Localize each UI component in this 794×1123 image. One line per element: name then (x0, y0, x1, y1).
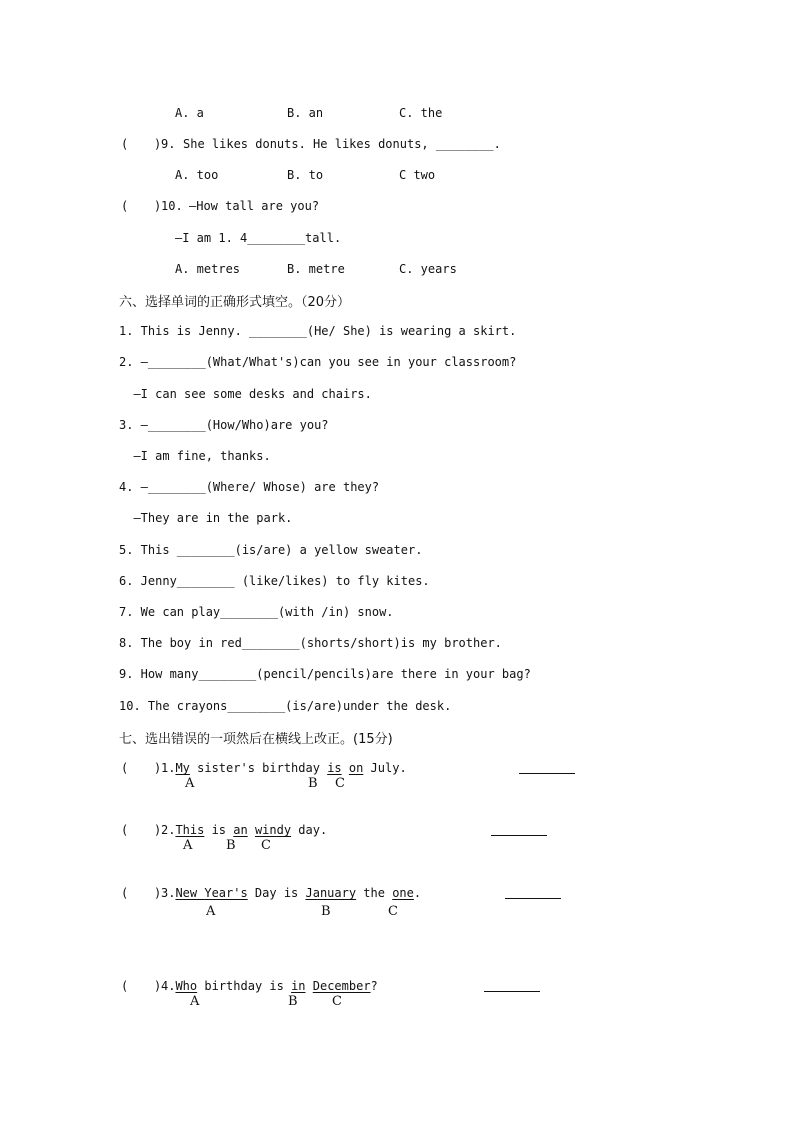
s7-q4-label-a: A (190, 994, 200, 1009)
s7-q1-label-c: C (335, 776, 345, 791)
q9-paren-close: ) (154, 137, 162, 151)
s7-q2-correction-blank[interactable] (491, 834, 547, 836)
q9-option-b: B. to (287, 168, 324, 182)
s7-q1-sentence: 1.My sister's birthday is on July. (161, 761, 407, 775)
s7-q4-paren-open: ( (121, 979, 129, 993)
q9-text: She likes donuts. He likes donuts, ________. (183, 137, 501, 151)
s7-q3-paren-open: ( (121, 886, 129, 900)
q10-paren-open: ( (121, 199, 129, 213)
s7-q4-option-b-word: in (291, 979, 306, 993)
s6-item-6: 6. Jenny________ (like/likes) to fly kites. (119, 574, 430, 588)
s7-q4-label-c: C (332, 994, 342, 1009)
q10-number: 10. (161, 199, 183, 213)
q10-option-a: A. metres (175, 262, 241, 276)
s7-q2-sentence: 2.This is an windy day. (161, 823, 328, 837)
q9-number: 9. (161, 137, 176, 151)
s6-item-8: 8. The boy in red________(shorts/short)is my brother. (119, 636, 502, 650)
s7-q1-paren-open: ( (121, 761, 129, 775)
s7-q3-label-c: C (388, 904, 398, 919)
q9-option-c: C two (399, 168, 436, 182)
s7-q2-option-a-word: This (175, 823, 205, 837)
q10-answer-line: —I am 1. 4________tall. (175, 231, 342, 245)
s7-q4-correction-blank[interactable] (484, 990, 540, 992)
s7-q1-option-a-word: My (175, 761, 190, 775)
q10-text: —How tall are you? (189, 199, 320, 213)
q9-paren-open: ( (121, 137, 129, 151)
s6-item-7: 7. We can play________(with /in) snow. (119, 605, 394, 619)
s7-q2-option-c-word: windy (254, 823, 292, 837)
s7-q3-label-b: B (321, 904, 331, 919)
q10-paren-close: ) (154, 199, 162, 213)
s6-item-3: 3. —________(How/Who)are you? (119, 418, 329, 432)
s7-q1-correction-blank[interactable] (519, 772, 575, 774)
s7-q1-label-b: B (308, 776, 318, 791)
s7-q1-paren-close: ) (154, 761, 162, 775)
s7-q3-label-a: A (206, 904, 216, 919)
q10-option-b: B. metre (287, 262, 345, 276)
s7-q3-sentence: 3.New Year's Day is January the one. (161, 886, 422, 900)
section7-title: 七、选出错误的一项然后在横线上改正。(15分) (119, 732, 393, 747)
s7-q3-paren-close: ) (154, 886, 162, 900)
s7-q1-option-c-word: on (348, 761, 364, 775)
section6-title: 六、选择单词的正确形式填空。（20分） (119, 295, 351, 310)
s7-q2-paren-close: ) (154, 823, 162, 837)
s7-q3-option-a-word: New Year's (175, 886, 248, 900)
s7-q4-paren-close: ) (154, 979, 162, 993)
q8-option-a: A. a (175, 106, 204, 120)
s7-q1-label-a: A (185, 776, 195, 791)
q9-option-a: A. too (175, 168, 219, 182)
s7-q3-correction-blank[interactable] (505, 897, 561, 899)
s6-item-10: 10. The crayons________(is/are)under the desk. (119, 699, 452, 713)
s6-item-4: 4. —________(Where/ Whose) are they? (119, 480, 380, 494)
s6-item-9: 9. How many________(pencil/pencils)are there in your bag? (119, 667, 531, 681)
s6-item-2: 2. —________(What/What's)can you see in your classroom? (119, 355, 517, 369)
s7-q2-label-c: C (261, 838, 271, 853)
s7-q4-option-a-word: Who (175, 979, 198, 993)
s7-q3-option-c-word: one (392, 886, 414, 900)
s7-q4-label-b: B (288, 994, 298, 1009)
s7-q2-paren-open: ( (121, 823, 129, 837)
s6-item-4-answer: —They are in the park. (119, 511, 293, 525)
s7-q2-label-b: B (226, 838, 236, 853)
s6-item-5: 5. This ________(is/are) a yellow sweater. (119, 543, 423, 557)
s7-q4-sentence: 4.Who birthday is in December? (161, 979, 378, 993)
q8-option-b: B. an (287, 106, 324, 120)
s6-item-1: 1. This is Jenny. ________(He/ She) is wearing a skirt. (119, 324, 517, 338)
s6-item-3-answer: —I am fine, thanks. (119, 449, 271, 463)
s7-q4-option-c-word: December (312, 979, 371, 993)
s6-item-2-answer: —I can see some desks and chairs. (119, 387, 372, 401)
q8-option-c: C. the (399, 106, 443, 120)
s7-q2-label-a: A (183, 838, 193, 853)
s7-q1-option-b-word: is (327, 761, 342, 775)
q10-option-c: C. years (399, 262, 457, 276)
s7-q2-option-b-word: an (233, 823, 248, 837)
s7-q3-option-b-word: January (305, 886, 357, 900)
